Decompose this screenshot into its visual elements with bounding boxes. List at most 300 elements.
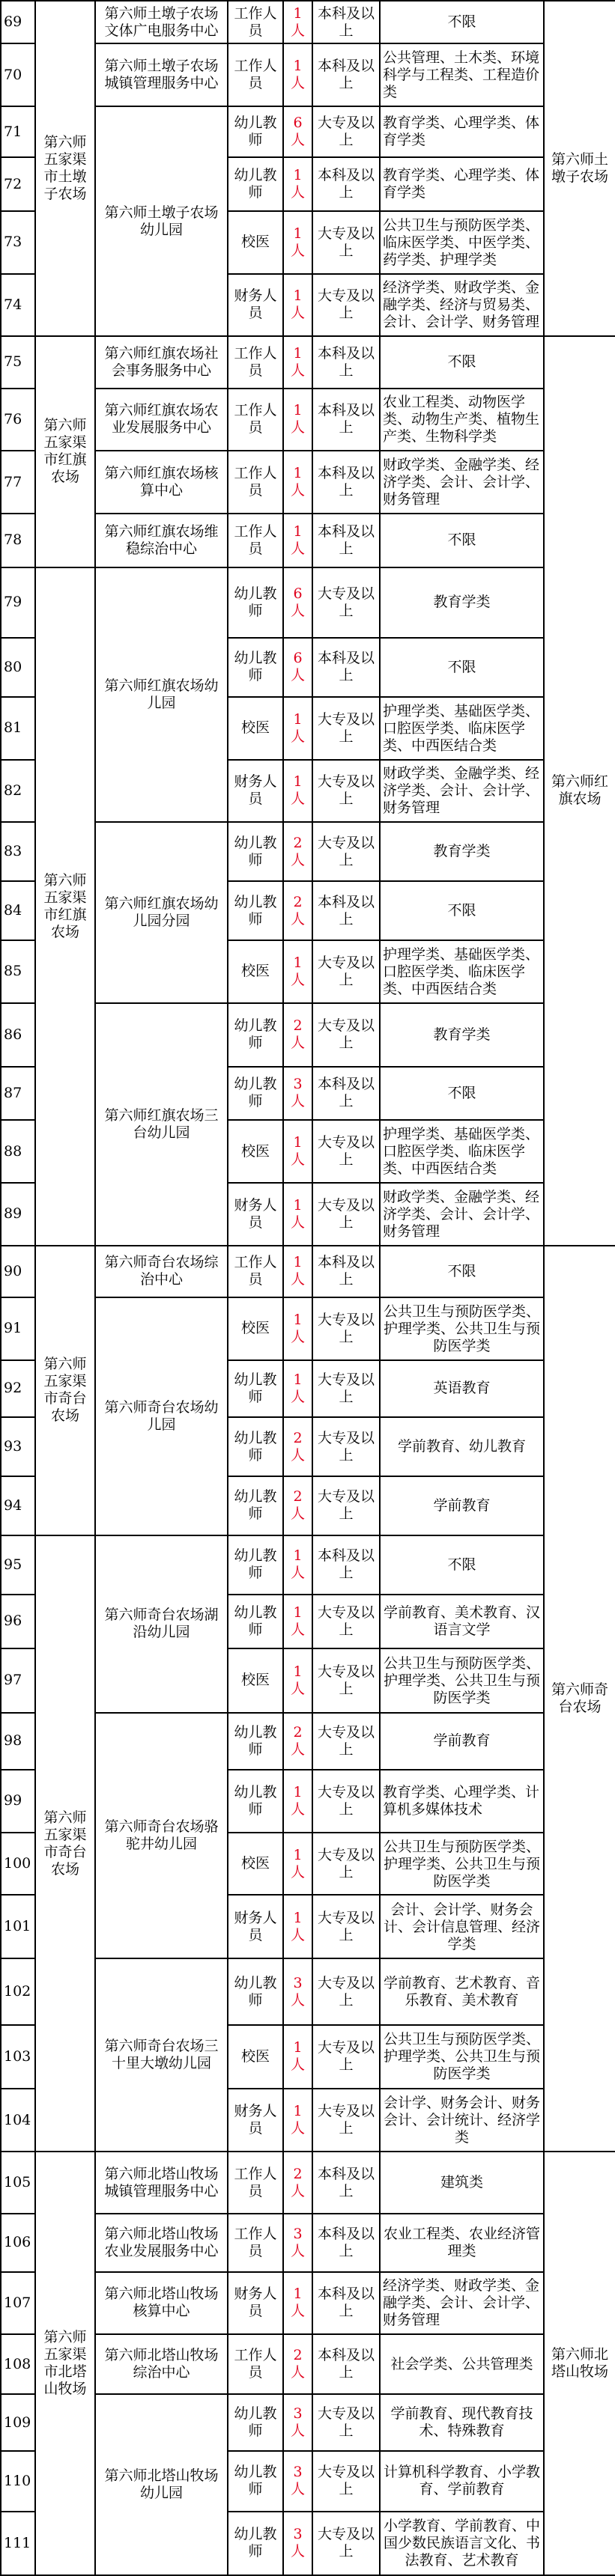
major-cell [380,760,544,823]
headcount-cell: 1人 [283,1895,312,1958]
major-requirement: 教育学类 [433,1026,491,1043]
headcount-cell: 1人 [283,336,312,388]
education-requirement: 本科及以上 [317,650,375,684]
table-row [1,2152,615,2213]
major-cell [380,1067,544,1121]
major-cell [380,638,544,697]
headcount-cell: 3人 [283,1067,312,1121]
major-requirement: 不限 [447,1556,476,1573]
education-cell [312,940,380,1003]
position-cell [228,881,283,940]
headcount-cell: 1人 [283,451,312,514]
education-requirement: 大专及以上 [317,287,375,322]
headcount-cell: 1人 [283,1833,312,1896]
unit-cell [95,1958,228,2152]
unit-name: 第六师奇台农场三十里大墩幼儿园 [104,2038,219,2072]
major-requirement: 护理学类、基础医学类、口腔医学类、临床医学类、中西医结合类 [383,702,540,754]
headcount-cell: 2人 [283,1417,312,1476]
position-cell [228,2089,283,2152]
education-cell [312,1297,380,1360]
major-requirement: 教育学类 [433,843,491,860]
department-cell [35,336,95,567]
location-name: 第六师土墩子农场 [551,151,608,186]
position-cell [228,2152,283,2213]
position-name: 幼儿教师 [234,2405,277,2440]
headcount-cell: 2人 [283,1003,312,1067]
education-cell [312,1360,380,1418]
major-requirement: 财政学类、金融学类、经济学类、会计、会计学、财务管理 [383,1188,540,1240]
major-cell [380,1297,544,1360]
unit-name: 第六师北塔山牧场农业发展服务中心 [104,2225,219,2259]
education-cell [312,1770,380,1833]
major-requirement: 经济学类、财政学类、金融学类、经济与贸易类、会计、会计学、财务管理 [383,279,540,331]
major-requirement: 英语教育 [433,1380,491,1397]
major-cell [380,274,544,337]
unit-cell [95,1713,228,1959]
unit-name: 第六师北塔山牧场城镇管理服务中心 [104,2165,219,2199]
headcount-cell: 1人 [283,1120,312,1183]
major-requirement: 公共卫生与预防医学类、护理学类、公共卫生与预防医学类 [383,2031,540,2083]
position-name: 工作人员 [234,465,277,499]
major-cell [380,1417,544,1476]
position-cell [228,514,283,567]
education-cell [312,514,380,567]
position-name: 工作人员 [234,2225,277,2259]
headcount-cell: 1人 [283,2272,312,2335]
major-cell [380,1120,544,1183]
position-name: 财务人员 [234,287,277,322]
row-number: 73 [1,211,35,274]
major-requirement: 不限 [447,1084,476,1101]
position-name: 工作人员 [234,2165,277,2199]
row-number: 78 [1,514,35,567]
education-cell [312,2272,380,2335]
unit-cell [95,2394,228,2575]
position-name: 幼儿教师 [234,167,277,201]
education-cell [312,2089,380,2152]
education-cell [312,2451,380,2512]
education-requirement: 大专及以上 [317,1663,375,1697]
position-name: 校医 [240,1142,270,1160]
position-cell [228,1713,283,1770]
unit-cell [95,389,228,451]
department-name: 第六师五家渠市红旗农场 [43,417,87,486]
education-requirement: 本科及以上 [317,1076,375,1110]
unit-name: 第六师红旗农场社会事务服务中心 [104,344,219,379]
row-number: 87 [1,1067,35,1121]
department-cell [35,2152,95,2575]
row-number: 93 [1,1417,35,1476]
major-cell [380,1476,544,1535]
position-cell [228,43,283,106]
major-cell [380,1360,544,1418]
row-number: 102 [1,1958,35,2024]
major-cell [380,514,544,567]
education-requirement: 本科及以上 [317,167,375,201]
position-cell [228,336,283,388]
headcount-cell: 2人 [283,2152,312,2213]
unit-name: 第六师北塔山牧场幼儿园 [104,2467,219,2502]
major-cell [380,940,544,1003]
position-cell [228,2272,283,2335]
education-requirement: 大专及以上 [317,225,375,259]
row-number: 109 [1,2394,35,2450]
education-cell [312,760,380,823]
row-number: 77 [1,451,35,514]
position-cell [228,211,283,274]
row-number: 92 [1,1360,35,1418]
location-cell [544,2152,615,2575]
education-requirement: 本科及以上 [317,2347,375,2381]
major-requirement: 财政学类、金融学类、经济学类、会计、会计学、财务管理 [383,765,540,817]
row-number: 80 [1,638,35,697]
education-requirement: 大专及以上 [317,1974,375,2009]
row-number: 104 [1,2089,35,2152]
headcount-cell: 6人 [283,106,312,157]
headcount-cell: 1人 [283,940,312,1003]
education-cell [312,1713,380,1770]
headcount-cell: 1人 [283,43,312,106]
education-cell [312,2152,380,2213]
education-requirement: 大专及以上 [317,2039,375,2074]
position-name: 幼儿教师 [234,1604,277,1638]
position-name: 幼儿教师 [234,1547,277,1582]
row-number: 74 [1,274,35,337]
position-cell [228,157,283,211]
position-cell [228,1417,283,1476]
major-requirement: 护理学类、基础医学类、口腔医学类、临床医学类、中西医结合类 [383,946,540,997]
major-requirement: 小学教育、学前教育、中国少数民族语言文化、书法教育、艺术教育 [383,2518,540,2569]
row-number: 98 [1,1713,35,1770]
position-name: 幼儿教师 [234,1429,277,1464]
unit-name: 第六师奇台农场综治中心 [104,1254,219,1288]
row-number: 86 [1,1003,35,1067]
position-name: 工作人员 [234,402,277,436]
major-cell [380,822,544,881]
unit-cell [95,336,228,388]
unit-cell [95,514,228,567]
headcount-cell: 1人 [283,760,312,823]
position-cell [228,1595,283,1648]
row-number: 90 [1,1246,35,1297]
position-cell [228,1648,283,1713]
position-cell [228,2512,283,2575]
unit-name: 第六师红旗农场三台幼儿园 [104,1106,219,1141]
major-cell [380,2214,544,2272]
row-number: 106 [1,2214,35,2272]
major-cell [380,1003,544,1067]
major-cell [380,1648,544,1713]
position-name: 幼儿教师 [234,2464,277,2498]
headcount-cell: 2人 [283,822,312,881]
unit-cell [95,1,228,43]
education-requirement: 大专及以上 [317,1134,375,1169]
position-cell [228,1895,283,1958]
department-name: 第六师五家渠市土墩子农场 [43,134,87,203]
position-cell [228,1476,283,1535]
education-cell [312,1120,380,1183]
row-number: 105 [1,2152,35,2213]
major-requirement: 会计学、财务会计、财务会计、会计统计、经济学类 [383,2095,540,2146]
headcount-cell: 3人 [283,2394,312,2450]
position-name: 校医 [240,234,270,251]
table-row [1,1535,615,1595]
position-name: 校医 [240,2047,270,2065]
row-number: 82 [1,760,35,823]
unit-cell [95,2334,228,2394]
unit-name: 第六师红旗农场农业发展服务中心 [104,402,219,436]
unit-name: 第六师红旗农场维稳综治中心 [104,523,219,557]
department-cell [35,1,95,336]
education-cell [312,2512,380,2575]
major-cell [380,1713,544,1770]
education-cell [312,2025,380,2089]
major-cell [380,2512,544,2575]
department-name: 第六师五家渠市奇台农场 [43,1809,87,1878]
position-name: 工作人员 [234,523,277,557]
major-requirement: 农业工程类、农业经济管理类 [383,2225,540,2259]
row-number: 75 [1,336,35,388]
education-requirement: 本科及以上 [317,893,375,928]
headcount-cell: 1人 [283,1183,312,1246]
position-cell [228,2334,283,2394]
major-requirement: 经济学类、财政学类、金融学类、会计、会计学、财务管理 [383,2277,540,2329]
education-cell [312,106,380,157]
position-name: 校医 [240,1320,270,1337]
position-name: 幼儿教师 [234,1076,277,1110]
unit-name: 第六师红旗农场核算中心 [104,465,219,499]
education-requirement: 本科及以上 [317,344,375,379]
position-name: 校医 [240,1855,270,1872]
headcount-cell: 1人 [283,1648,312,1713]
headcount-cell: 2人 [283,2334,312,2394]
location-cell [544,1,615,336]
education-cell [312,1648,380,1713]
position-cell [228,697,283,760]
education-cell [312,389,380,451]
position-cell [228,1246,283,1297]
position-name: 财务人员 [234,2286,277,2320]
position-cell [228,1067,283,1121]
major-cell [380,211,544,274]
education-requirement: 大专及以上 [317,115,375,149]
major-cell [380,1183,544,1246]
position-name: 工作人员 [234,344,277,379]
headcount-cell: 1人 [283,1,312,43]
unit-cell [95,567,228,823]
position-name: 幼儿教师 [234,1017,277,1052]
major-requirement: 建筑类 [440,2174,483,2191]
position-cell [228,2451,283,2512]
education-cell [312,1067,380,1121]
position-name: 幼儿教师 [234,585,277,619]
headcount-cell: 3人 [283,2451,312,2512]
major-requirement: 学前教育 [433,1732,491,1750]
position-cell [228,389,283,451]
major-cell [380,2334,544,2394]
headcount-cell: 1人 [283,211,312,274]
position-name: 幼儿教师 [234,2526,277,2560]
education-requirement: 大专及以上 [317,954,375,988]
education-cell [312,157,380,211]
education-cell [312,1895,380,1958]
row-number: 71 [1,106,35,157]
education-requirement: 大专及以上 [317,834,375,868]
row-number: 91 [1,1297,35,1360]
unit-name: 第六师红旗农场幼儿园分园 [104,895,219,929]
department-name: 第六师五家渠市奇台农场 [43,1356,87,1425]
position-name: 财务人员 [234,2103,277,2137]
headcount-cell: 1人 [283,697,312,760]
education-cell [312,638,380,697]
unit-cell [95,1535,228,1713]
education-cell [312,1958,380,2024]
major-requirement: 不限 [447,13,476,31]
unit-cell [95,1003,228,1246]
unit-cell [95,822,228,1002]
education-requirement: 本科及以上 [317,465,375,499]
row-number: 101 [1,1895,35,1958]
table-row [1,1246,615,1297]
position-name: 幼儿教师 [234,115,277,149]
position-name: 幼儿教师 [234,1723,277,1758]
position-cell [228,1535,283,1595]
table-row [1,1,615,43]
unit-cell [95,1297,228,1535]
headcount-cell: 1人 [283,2025,312,2089]
education-requirement: 大专及以上 [317,710,375,745]
headcount-cell: 3人 [283,2512,312,2575]
position-cell [228,1297,283,1360]
headcount-cell: 1人 [283,1535,312,1595]
education-requirement: 大专及以上 [317,1723,375,1758]
unit-name: 第六师北塔山牧场核算中心 [104,2286,219,2320]
row-number: 84 [1,881,35,940]
row-number: 111 [1,2512,35,2575]
headcount-cell: 2人 [283,1476,312,1535]
education-cell [312,451,380,514]
education-requirement: 大专及以上 [317,1909,375,1943]
row-number: 96 [1,1595,35,1648]
education-requirement: 本科及以上 [317,2286,375,2320]
row-number: 110 [1,2451,35,2512]
headcount-cell: 1人 [283,2089,312,2152]
major-cell [380,389,544,451]
major-requirement: 教育学类 [433,594,491,611]
education-cell [312,822,380,881]
position-cell [228,1183,283,1246]
row-number: 107 [1,2272,35,2335]
unit-name: 第六师奇台农场湖沿幼儿园 [104,1607,219,1641]
headcount-cell: 6人 [283,567,312,638]
position-name: 幼儿教师 [234,650,277,684]
major-cell [380,567,544,638]
headcount-cell: 2人 [283,1713,312,1770]
education-cell [312,1595,380,1648]
major-cell [380,1,544,43]
major-requirement: 会计、会计学、财务会计、会计信息管理、经济学类 [383,1901,540,1952]
row-number: 108 [1,2334,35,2394]
department-cell [35,1535,95,2152]
headcount-cell: 1人 [283,157,312,211]
major-requirement: 学前教育 [433,1496,491,1514]
position-name: 幼儿教师 [234,1488,277,1523]
major-requirement: 护理学类、基础医学类、口腔医学类、临床医学类、中西医结合类 [383,1126,540,1178]
education-cell [312,1833,380,1896]
row-number: 94 [1,1476,35,1535]
education-cell [312,2334,380,2394]
department-name: 第六师五家渠市红旗农场 [43,871,87,940]
education-requirement: 大专及以上 [317,1604,375,1638]
major-cell [380,1595,544,1648]
headcount-cell: 3人 [283,2214,312,2272]
unit-cell [95,2152,228,2213]
education-requirement: 本科及以上 [317,4,375,39]
position-name: 幼儿教师 [234,1371,277,1405]
education-requirement: 大专及以上 [317,773,375,808]
education-cell [312,211,380,274]
major-cell [380,1535,544,1595]
position-name: 工作人员 [234,1254,277,1288]
major-cell [380,1833,544,1896]
major-requirement: 计算机科学教育、小学教育、学前教育 [383,2464,540,2498]
position-cell [228,1770,283,1833]
location-name: 第六师奇台农场 [551,1681,608,1716]
headcount-cell: 1人 [283,1246,312,1297]
unit-cell [95,1246,228,1297]
major-cell [380,1770,544,1833]
education-requirement: 大专及以上 [317,585,375,619]
major-requirement: 社会学类、公共管理类 [390,2355,533,2372]
major-cell [380,2089,544,2152]
position-cell [228,567,283,638]
education-cell [312,881,380,940]
education-cell [312,43,380,106]
major-requirement: 不限 [447,1262,476,1279]
unit-name: 第六师北塔山牧场综治中心 [104,2347,219,2381]
row-number: 85 [1,940,35,1003]
major-cell [380,336,544,388]
education-requirement: 大专及以上 [317,2405,375,2440]
education-cell [312,1476,380,1535]
major-requirement: 公共卫生与预防医学类、护理学类、公共卫生与预防医学类 [383,1654,540,1706]
row-number: 79 [1,567,35,638]
unit-cell [95,2214,228,2272]
headcount-cell: 6人 [283,638,312,697]
education-cell [312,1003,380,1067]
row-number: 69 [1,1,35,43]
headcount-cell: 1人 [283,1360,312,1418]
major-requirement: 农业工程类、动物医学类、动物生产类、植物生产类、生物科学类 [383,394,540,445]
headcount-cell: 1人 [283,389,312,451]
major-requirement: 公共卫生与预防医学类、护理学类、公共卫生与预防医学类 [383,1303,540,1354]
education-cell [312,274,380,337]
position-cell [228,1360,283,1418]
education-cell [312,336,380,388]
position-cell [228,1120,283,1183]
row-number: 100 [1,1833,35,1896]
department-name: 第六师五家渠市北塔山牧场 [43,2329,87,2398]
row-number: 99 [1,1770,35,1833]
table-row [1,336,615,388]
major-cell [380,43,544,106]
major-requirement: 不限 [447,353,476,371]
education-requirement: 本科及以上 [317,1547,375,1582]
education-requirement: 大专及以上 [317,2464,375,2498]
headcount-cell: 1人 [283,274,312,337]
row-number: 76 [1,389,35,451]
major-requirement: 不限 [447,532,476,549]
